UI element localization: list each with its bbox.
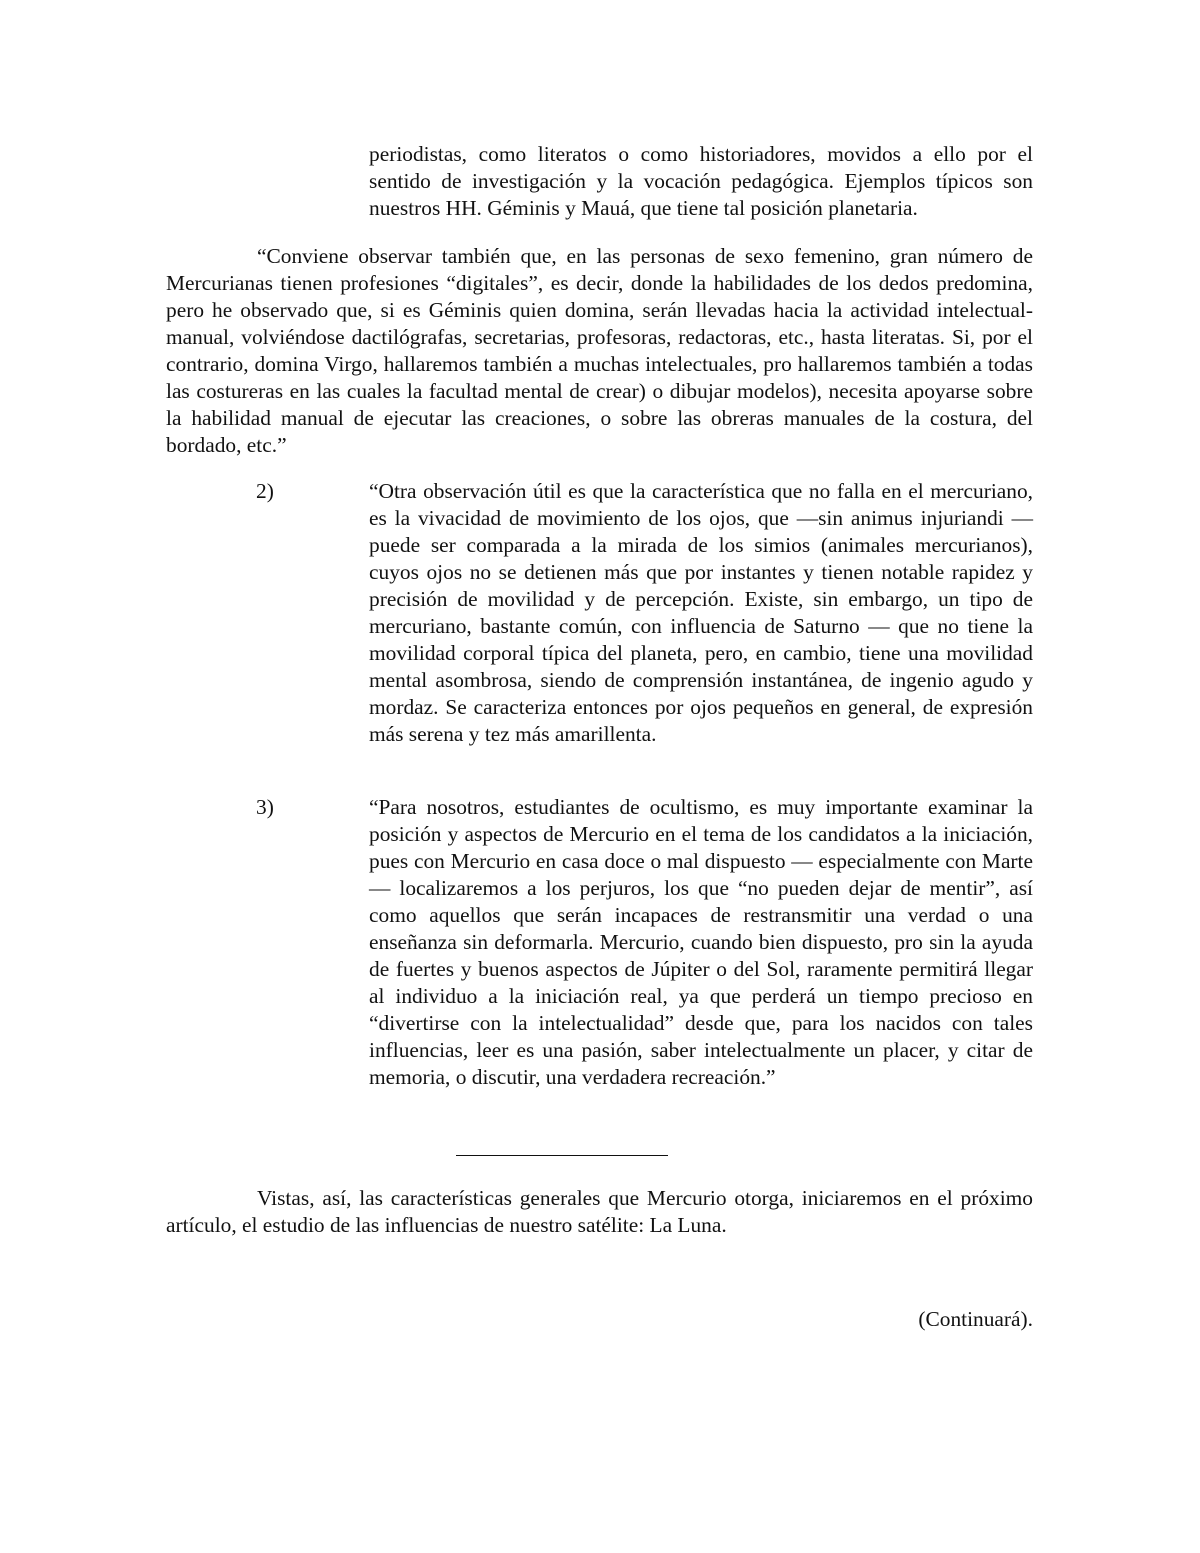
- continued-note: (Continuará).: [918, 1307, 1033, 1331]
- paragraph-digital-professions: “Conviene observar también que, en las personas de sexo femenino, gran número de Mercurianas tienen profesiones “digitales”, es decir, donde la habilidades de los dedos predomina, pero he observado que, si es Géminis quien domina, serán llevadas hacia la actividad intelectual-manual, volviéndose dactilógrafas, secretarias, profesoras, redactoras, etc., hasta literatas. Si, por el contrario, domina Virgo, hallaremos también a muchas intelectuales, pro hallaremos también a todas las costureras en las cuales la facultad mental de crear) o dibujar modelos), necesita apoyarse sobre la habilidad manual de ejecutar las creaciones, o sobre las obreras manuales de la costura, del bordado, etc.”: [166, 244, 1033, 457]
- item-text: “Para nosotros, estudiantes de ocultismo, es muy importante examinar la posición y aspectos de Mercurio en el tema de los candidatos a la iniciación, pues con Mercurio en casa doce o mal dispuesto — especialmente con Marte — localizaremos a los perjuros, los que “no pueden dejar de mentir”, así como aquellos que serán incapaces de restransmitir una verdad o una enseñanza sin deformarla. Mercurio, cuando bien dispuesto, pro sin la ayuda de fuertes y buenos aspectos de Júpiter o del Sol, raramente permitirá llegar al individuo a la iniciación real, ya que perderá un tiempo precioso en “divertirse con la intelectualidad” desde que, para los nacidos con tales influencias, leer es una pasión, saber intelectualmente un placer, y citar de memoria, o discutir, una verdadera recreación.”: [369, 795, 1033, 1089]
- section-divider: [456, 1155, 668, 1156]
- continuation-paragraph: periodistas, como literatos o como historiadores, movidos a ello por el sentido de investigación y la vocación pedagógica. Ejemplos típicos son nuestros HH. Géminis y Mauá, que tiene tal posición planetaria.: [369, 142, 1033, 220]
- paragraph-conclusion: Vistas, así, las características generales que Mercurio otorga, iniciaremos en el próximo artículo, el estudio de las influencias de nuestro satélite: La Luna.: [166, 1186, 1033, 1237]
- item-number: 3): [256, 795, 274, 819]
- item-text: “Otra observación útil es que la característica que no falla en el mercuriano, es la vivacidad de movimiento de los ojos, que —sin animus injuriandi — puede ser comparada a la mirada de los simios (animales mercurianos), cuyos ojos no se detienen más que por instantes y tienen notable rapidez y precisión de movilidad y de percepción. Existe, sin embargo, un tipo de mercuriano, bastante común, con influencia de Saturno — que no tiene la movilidad corporal típica del planeta, pero, en cambio, tiene una movilidad mental asombrosa, siendo de comprensión instantánea, de ingenio agudo y mordaz. Se caracteriza entonces por ojos pequeños en general, de expresión más serena y tez más amarillenta.: [369, 479, 1033, 746]
- item-number: 2): [256, 479, 274, 503]
